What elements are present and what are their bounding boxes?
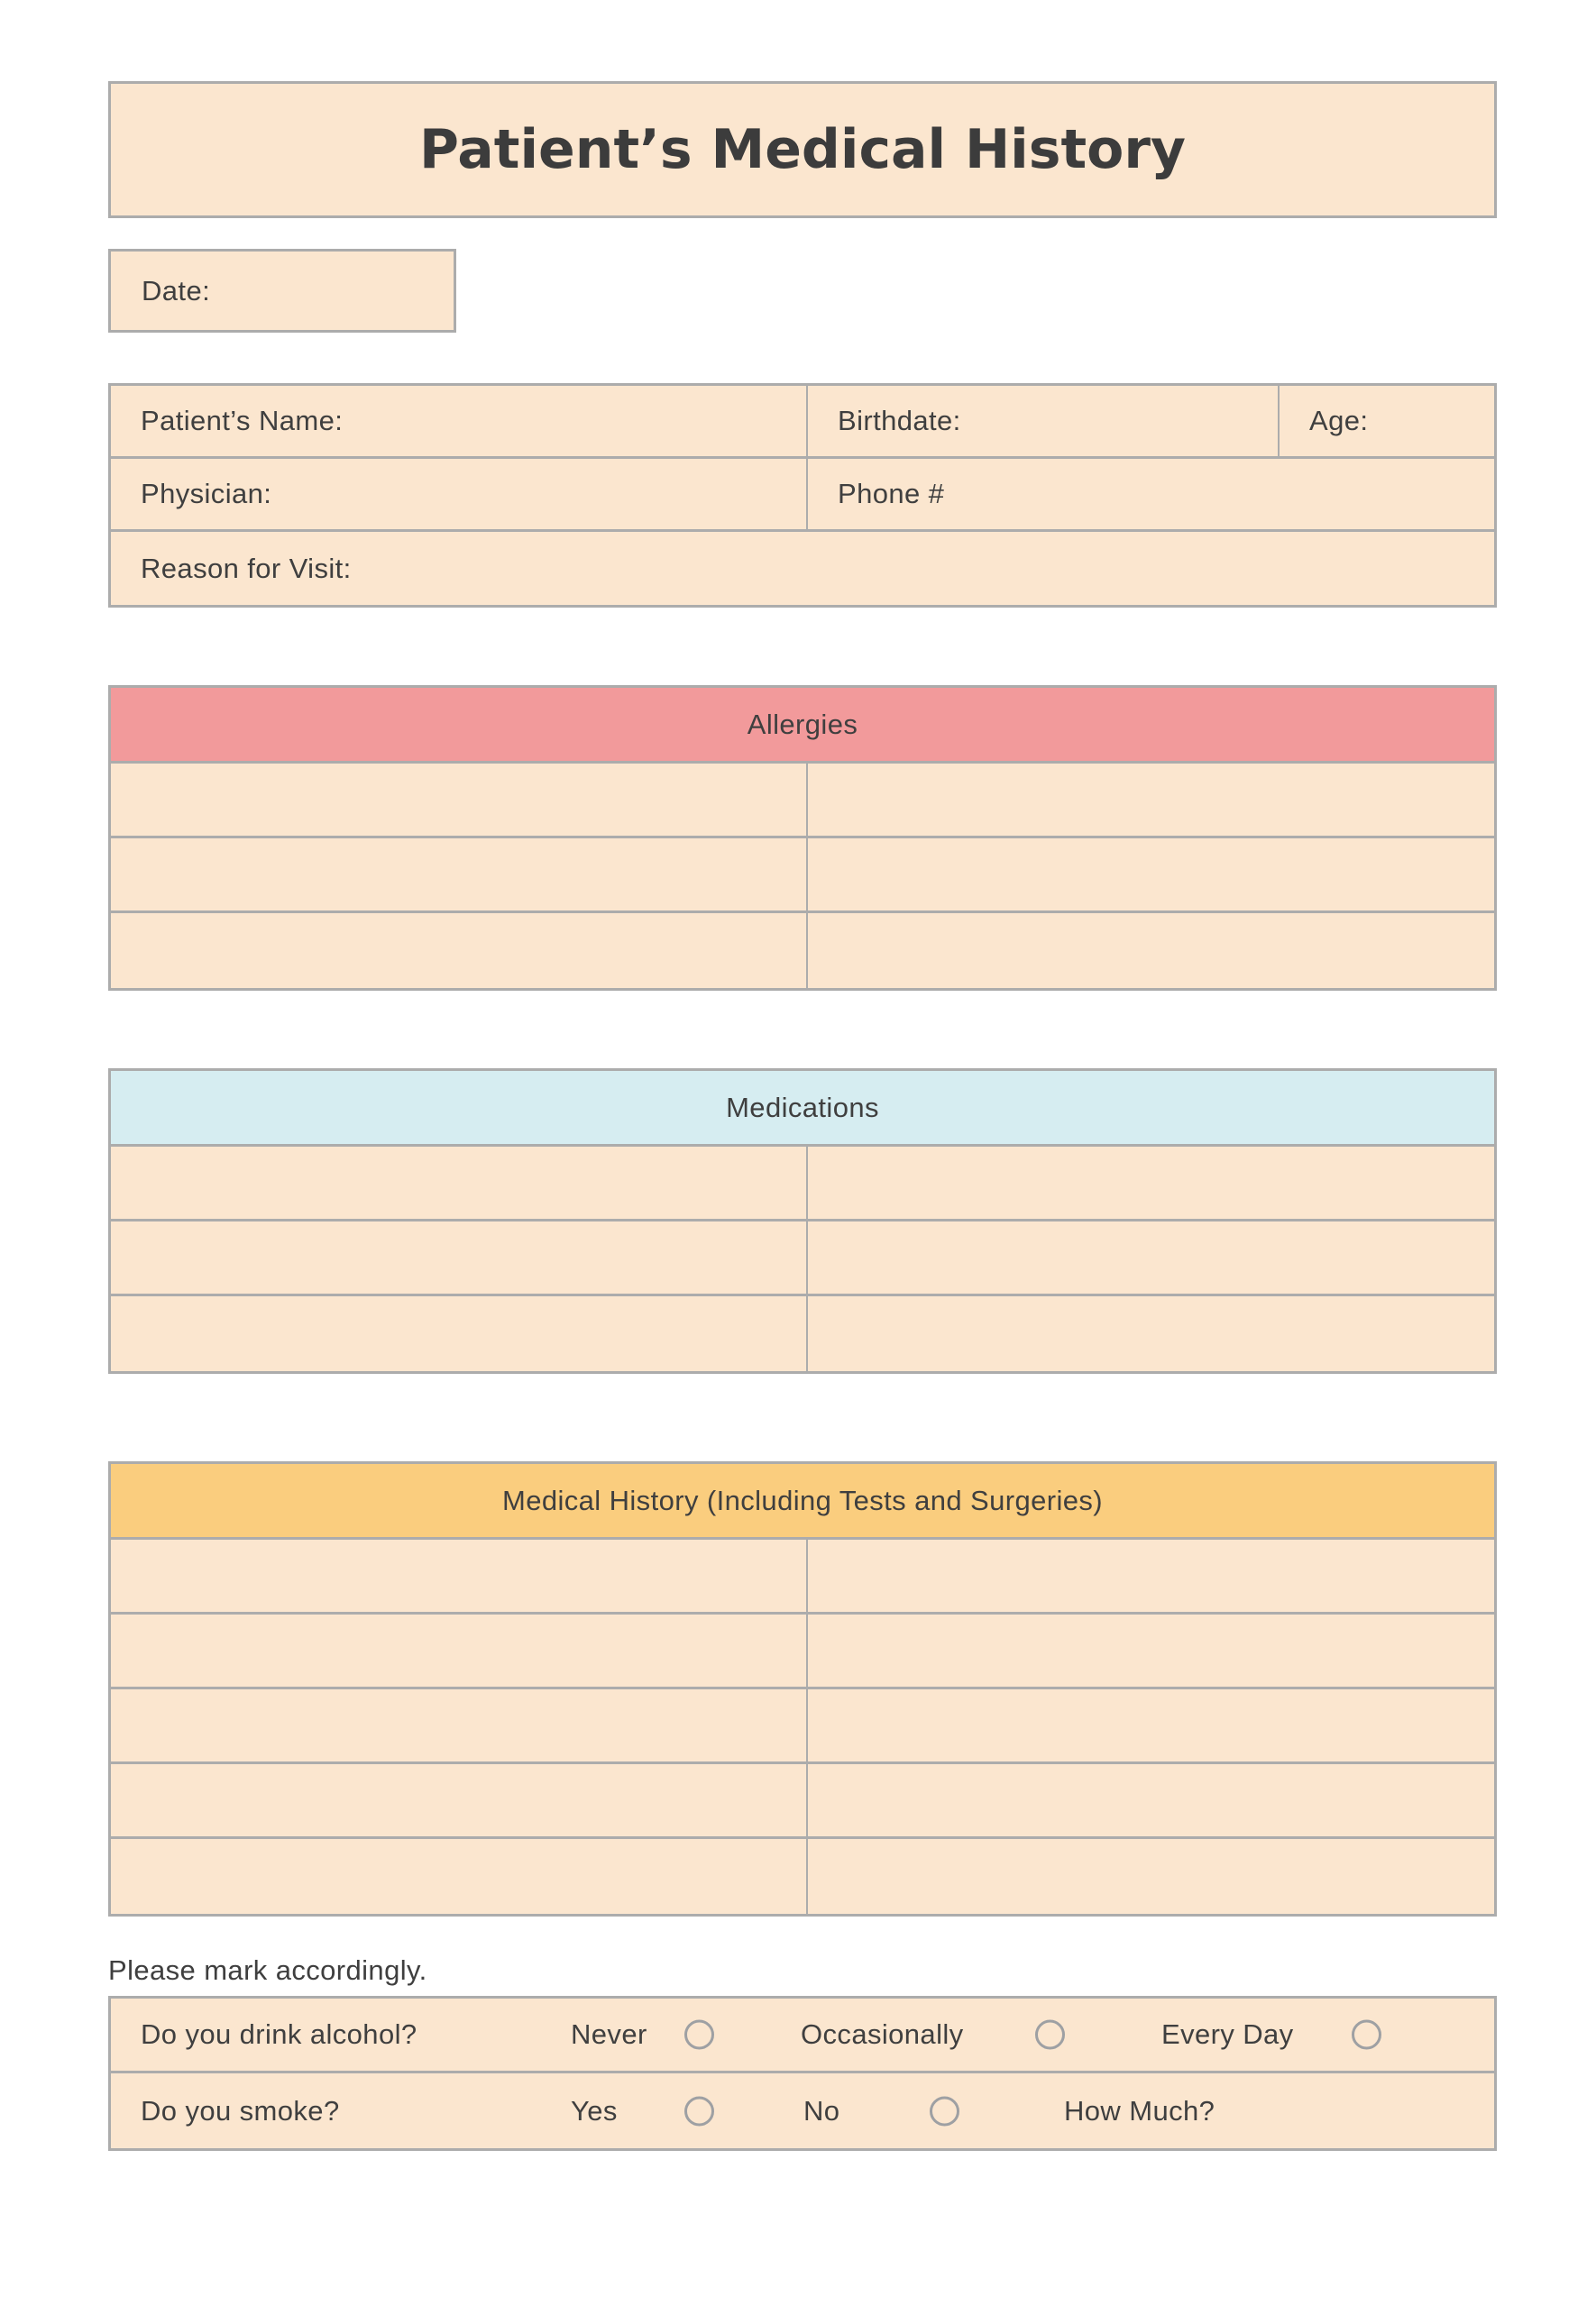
- medical-history-cell[interactable]: [111, 1764, 808, 1836]
- allergy-cell[interactable]: [808, 913, 1494, 988]
- allergy-cell[interactable]: [111, 913, 808, 988]
- alcohol-occasionally-label: Occasionally: [801, 2018, 964, 2050]
- reason-for-visit-field[interactable]: [111, 532, 1494, 605]
- medications-header: [111, 1071, 1494, 1147]
- medical-history-row: [111, 1689, 1494, 1764]
- smoke-question-label: Do you smoke?: [141, 2094, 340, 2127]
- smoke-yes-radio[interactable]: [684, 2096, 714, 2126]
- patient-name-label: Patient’s Name:: [141, 405, 344, 436]
- allergies-header: [111, 688, 1494, 764]
- medical-history-cell[interactable]: [111, 1615, 808, 1687]
- medical-history-cell[interactable]: [808, 1615, 1494, 1687]
- medication-cell[interactable]: [808, 1221, 1494, 1294]
- medication-cell[interactable]: [808, 1147, 1494, 1219]
- medications-row: [111, 1296, 1494, 1371]
- lifestyle-questions-table: [108, 1996, 1497, 2151]
- allergy-cell[interactable]: [808, 764, 1494, 836]
- date-field[interactable]: [108, 249, 456, 333]
- medications-title: Medications: [726, 1091, 879, 1123]
- medical-history-header: [111, 1464, 1494, 1540]
- alcohol-question-row: [111, 1999, 1494, 2073]
- medication-cell[interactable]: [111, 1221, 808, 1294]
- age-field[interactable]: [1280, 386, 1494, 456]
- medical-history-row: [111, 1615, 1494, 1689]
- medical-history-row: [111, 1764, 1494, 1839]
- medical-history-form: [108, 81, 1497, 2151]
- alcohol-never-label: Never: [571, 2018, 647, 2050]
- mark-accordingly-note: Please mark accordingly.: [108, 1954, 427, 1986]
- birthdate-field[interactable]: [808, 386, 1280, 456]
- allergy-cell[interactable]: [808, 838, 1494, 910]
- patient-info-row-1: [111, 386, 1494, 459]
- medication-cell[interactable]: [111, 1296, 808, 1371]
- patient-info-row-2: [111, 459, 1494, 532]
- allergies-row: [111, 764, 1494, 838]
- patient-name-field[interactable]: [111, 386, 808, 456]
- alcohol-never-radio[interactable]: [684, 2020, 714, 2050]
- medical-history-cell[interactable]: [808, 1839, 1494, 1914]
- alcohol-every-day-label: Every Day: [1161, 2018, 1294, 2050]
- medical-history-title: Medical History (Including Tests and Surgeries): [501, 1484, 1104, 1516]
- patient-info-table: [108, 383, 1497, 608]
- allergy-cell[interactable]: [111, 838, 808, 910]
- smoke-yes-label: Yes: [571, 2094, 618, 2127]
- smoke-question-row: [111, 2073, 1494, 2148]
- medication-cell[interactable]: [808, 1296, 1494, 1371]
- medications-section: [108, 1068, 1497, 1374]
- page-title: Patient’s Medical History: [418, 118, 1187, 181]
- allergies-row: [111, 913, 1494, 988]
- allergies-title: Allergies: [747, 708, 858, 740]
- medication-cell[interactable]: [111, 1147, 808, 1219]
- physician-field[interactable]: [111, 459, 808, 529]
- alcohol-question-label: Do you drink alcohol?: [141, 2018, 417, 2050]
- physician-label: Physician:: [141, 478, 272, 509]
- medications-row: [111, 1221, 1494, 1296]
- age-label: Age:: [1309, 405, 1369, 436]
- medical-history-cell[interactable]: [808, 1689, 1494, 1761]
- allergies-row: [111, 838, 1494, 913]
- reason-for-visit-label: Reason for Visit:: [141, 552, 352, 584]
- phone-label: Phone #: [838, 478, 945, 509]
- smoke-how-much-label: How Much?: [1064, 2094, 1215, 2127]
- medical-history-cell[interactable]: [111, 1839, 808, 1914]
- date-label: Date:: [142, 274, 211, 307]
- medical-history-cell[interactable]: [111, 1540, 808, 1612]
- medical-history-row: [111, 1540, 1494, 1615]
- smoke-no-label: No: [803, 2094, 840, 2127]
- medical-history-cell[interactable]: [808, 1764, 1494, 1836]
- allergy-cell[interactable]: [111, 764, 808, 836]
- medical-history-section: [108, 1461, 1497, 1917]
- medical-history-cell[interactable]: [808, 1540, 1494, 1612]
- alcohol-occasionally-radio[interactable]: [1035, 2020, 1065, 2050]
- medical-history-cell[interactable]: [111, 1689, 808, 1761]
- medications-row: [111, 1147, 1494, 1221]
- form-title-box: [108, 81, 1497, 218]
- allergies-section: [108, 685, 1497, 991]
- smoke-no-radio[interactable]: [930, 2096, 959, 2126]
- phone-field[interactable]: [808, 459, 1494, 529]
- birthdate-label: Birthdate:: [838, 405, 961, 436]
- alcohol-every-day-radio[interactable]: [1352, 2020, 1381, 2050]
- patient-info-row-3: [111, 532, 1494, 605]
- medical-history-row: [111, 1839, 1494, 1914]
